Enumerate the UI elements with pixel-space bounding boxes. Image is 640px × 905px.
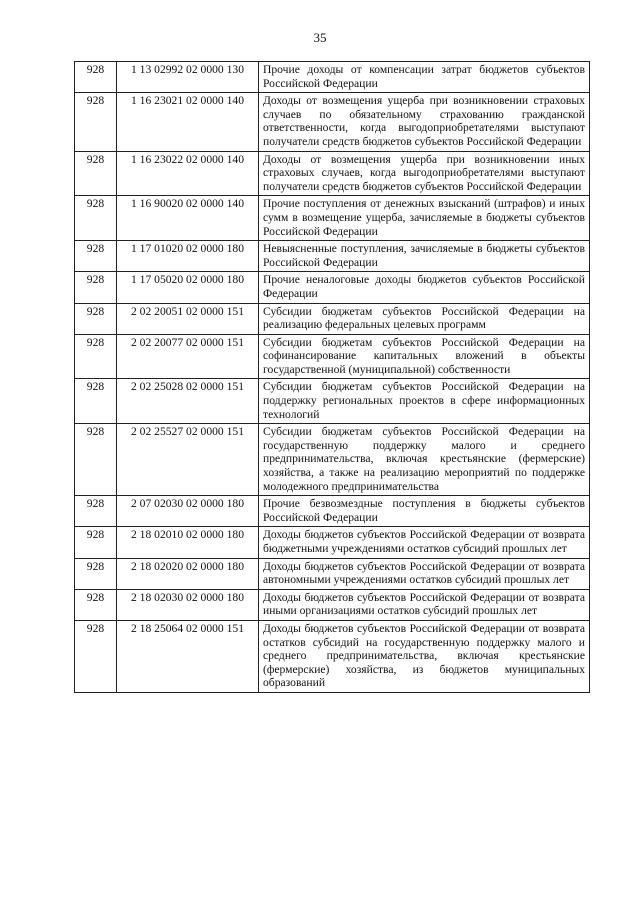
budget-code-cell: 1 17 05020 02 0000 180 xyxy=(117,272,259,303)
table-row xyxy=(75,527,590,558)
revenue-name-cell: Субсидии бюджетам субъектов Российской Федерации на софинансирование капитальных вложений в объекты государственной (муниципальной) собственности xyxy=(259,334,590,379)
budget-code-cell: 2 02 25028 02 0000 151 xyxy=(117,379,259,424)
table-row xyxy=(75,151,590,196)
admin-code-cell: 928 xyxy=(75,303,117,334)
admin-code-cell: 928 xyxy=(75,620,117,692)
budget-code-cell: 1 16 90020 02 0000 140 xyxy=(117,196,259,241)
budget-code-cell: 2 18 02030 02 0000 180 xyxy=(117,589,259,620)
table-row xyxy=(75,424,590,496)
table-row xyxy=(75,93,590,151)
table-row xyxy=(75,589,590,620)
table-row xyxy=(75,303,590,334)
budget-code-cell: 1 16 23021 02 0000 140 xyxy=(117,93,259,151)
table-row xyxy=(75,379,590,424)
admin-code-cell: 928 xyxy=(75,272,117,303)
table-body xyxy=(75,62,590,693)
budget-code-cell: 1 16 23022 02 0000 140 xyxy=(117,151,259,196)
admin-code-cell: 928 xyxy=(75,93,117,151)
revenue-name-cell: Доходы от возмещения ущерба при возникновении страховых случаев по обязательному страхованию гражданской ответственности, когда выгодоприобретателями выступают получатели средств бюджетов субъектов Российской Федерации xyxy=(259,93,590,151)
admin-code-cell: 928 xyxy=(75,196,117,241)
revenue-name-cell: Прочие доходы от компенсации затрат бюджетов субъектов Российской Федерации xyxy=(259,62,590,93)
admin-code-cell: 928 xyxy=(75,558,117,589)
admin-code-cell: 928 xyxy=(75,151,117,196)
budget-code-cell: 2 18 25064 02 0000 151 xyxy=(117,620,259,692)
revenue-name-cell: Прочие безвозмездные поступления в бюджеты субъектов Российской Федерации xyxy=(259,496,590,527)
table-row xyxy=(75,334,590,379)
revenue-name-cell: Доходы бюджетов субъектов Российской Федерации от возврата бюджетными учреждениями остатков субсидий прошлых лет xyxy=(259,527,590,558)
budget-code-cell: 1 17 01020 02 0000 180 xyxy=(117,241,259,272)
revenue-name-cell: Прочие неналоговые доходы бюджетов субъектов Российской Федерации xyxy=(259,272,590,303)
admin-code-cell: 928 xyxy=(75,379,117,424)
table-row xyxy=(75,558,590,589)
page-number: 35 xyxy=(313,30,327,45)
revenue-name-cell: Доходы от возмещения ущерба при возникновении иных страховых случаев, когда выгодоприобретателями выступают получатели средств бюджетов субъектов Российской Федерации xyxy=(259,151,590,196)
budget-code-cell: 2 02 20077 02 0000 151 xyxy=(117,334,259,379)
budget-code-cell: 2 02 20051 02 0000 151 xyxy=(117,303,259,334)
table-row xyxy=(75,496,590,527)
revenue-classification-table xyxy=(74,61,590,693)
admin-code-cell: 928 xyxy=(75,527,117,558)
budget-code-cell: 2 18 02020 02 0000 180 xyxy=(117,558,259,589)
budget-code-cell: 2 18 02010 02 0000 180 xyxy=(117,527,259,558)
revenue-name-cell: Доходы бюджетов субъектов Российской Федерации от возврата остатков субсидий на государственную поддержку малого и среднего предпринимательства, включая крестьянские (фермерские) хозяйства, из бюджетов муниципальных образований xyxy=(259,620,590,692)
table-row xyxy=(75,196,590,241)
table-row xyxy=(75,62,590,93)
admin-code-cell: 928 xyxy=(75,241,117,272)
budget-code-cell: 2 07 02030 02 0000 180 xyxy=(117,496,259,527)
budget-code-cell: 1 13 02992 02 0000 130 xyxy=(117,62,259,93)
table-row xyxy=(75,241,590,272)
admin-code-cell: 928 xyxy=(75,334,117,379)
admin-code-cell: 928 xyxy=(75,424,117,496)
revenue-name-cell: Субсидии бюджетам субъектов Российской Федерации на государственную поддержку малого и среднего предпринимательства, включая крестьянские (фермерские) хозяйства, а также на реализацию мероприятий по поддержке молодежного предпринимательства xyxy=(259,424,590,496)
budget-code-cell: 2 02 25527 02 0000 151 xyxy=(117,424,259,496)
admin-code-cell: 928 xyxy=(75,496,117,527)
revenue-name-cell: Невыясненные поступления, зачисляемые в бюджеты субъектов Российской Федерации xyxy=(259,241,590,272)
admin-code-cell: 928 xyxy=(75,589,117,620)
revenue-name-cell: Доходы бюджетов субъектов Российской Федерации от возврата автономными учреждениями остатков субсидий прошлых лет xyxy=(259,558,590,589)
table-row xyxy=(75,272,590,303)
revenue-name-cell: Прочие поступления от денежных взысканий (штрафов) и иных сумм в возмещение ущерба, зачисляемые в бюджеты субъектов Российской Федерации xyxy=(259,196,590,241)
revenue-name-cell: Субсидии бюджетам субъектов Российской Федерации на реализацию федеральных целевых программ xyxy=(259,303,590,334)
table-row xyxy=(75,620,590,692)
admin-code-cell: 928 xyxy=(75,62,117,93)
revenue-name-cell: Доходы бюджетов субъектов Российской Федерации от возврата иными организациями остатков субсидий прошлых лет xyxy=(259,589,590,620)
revenue-name-cell: Субсидии бюджетам субъектов Российской Федерации на поддержку региональных проектов в сфере информационных технологий xyxy=(259,379,590,424)
